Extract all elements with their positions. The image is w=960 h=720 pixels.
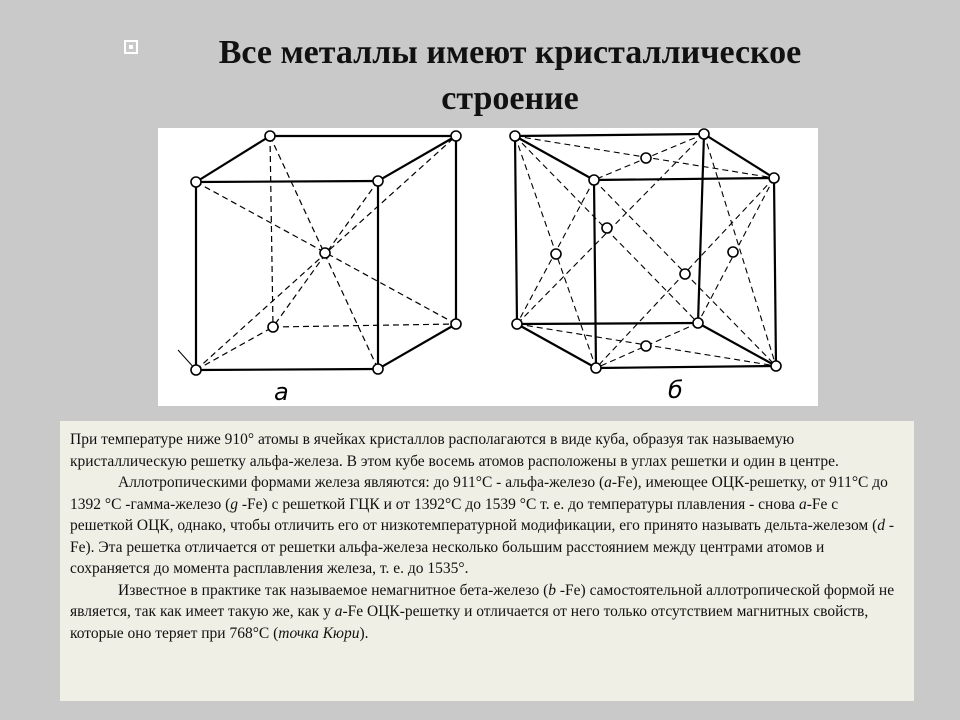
paragraph-1: При температуре ниже 910° атомы в ячейках кристаллов располагаются в виде куба, образуя так называемую кристаллическую решетку альфа-железа. В этом кубе восемь атомов расположены в углах решетки и один в центре. (70, 431, 839, 470)
fcc-cube (510, 129, 781, 373)
figure-label-a: а (274, 378, 289, 406)
paragraph-2: Аллотропическими формами железа являются: до 911°С - альфа-железо (а-Fe), имеющее ОЦК-решетку, от 911°С до 1392 °С -гамма-железо (g -Fe) с решеткой ГЦК и от 1392°С до 1539 °С т. е. до температуры плавления - снова а-Fe с решеткой ОЦК, однако, чтобы отличить его от низкотемпературной модификации, его принято называть дельта-железом (d -Fe). Эта решетка отличается от решетки альфа-железа несколько большим расстоянием между центрами атомов и сохраняется до момента расплавления железа, т. е. до 1535°. (70, 474, 895, 577)
bcc-cube (178, 131, 461, 375)
paragraph-3: Известное в практике так называемое немагнитное бета-железо (b -Fe) самостоятельной аллотропической формой не является, так как имеет такую же, как у а-Fe ОЦК-решетку и отличается от него только отсутствием магнитных свойств, которые оно теряет при 768°С (точка Кюри). (70, 581, 895, 642)
slide-title: Все металлы имеют кристаллическое строение (218, 34, 802, 117)
bullet-icon (124, 40, 138, 54)
crystal-lattice-figure (158, 128, 818, 406)
figure-label-b: б (668, 376, 683, 404)
lattice-diagram (158, 128, 818, 406)
description-text-box (60, 421, 914, 701)
